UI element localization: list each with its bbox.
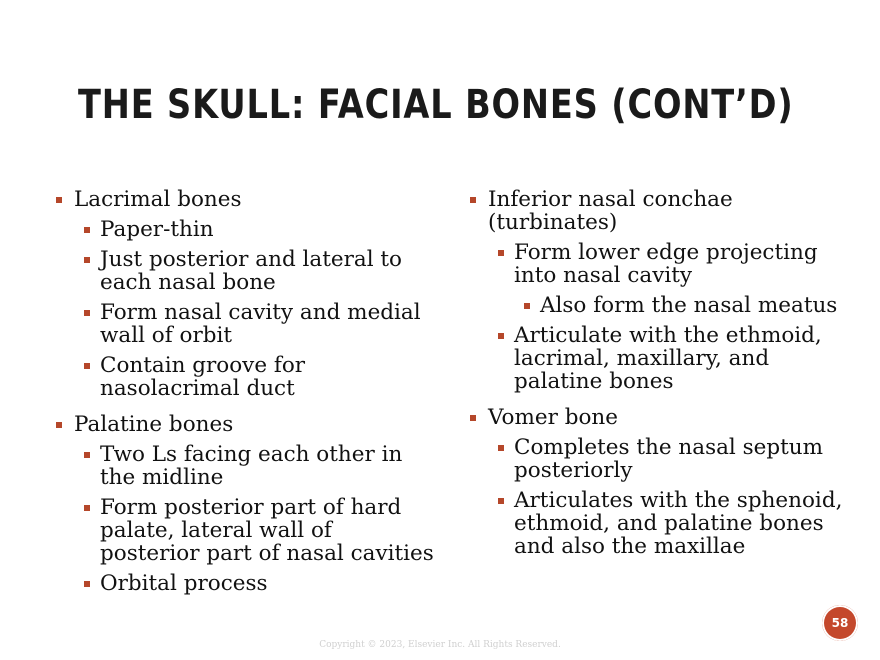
square-bullet-icon (498, 250, 504, 256)
square-bullet-icon (498, 498, 504, 504)
square-bullet-icon (470, 197, 476, 203)
sub-bullet: Just posterior and lateral to each nasal bone (56, 248, 436, 294)
square-bullet-icon (498, 445, 504, 451)
sub-bullet: Orbital process (56, 572, 436, 595)
sub-bullet: Form posterior part of hard palate, lateral wall of posterior part of nasal cavities (56, 496, 436, 565)
sub-bullet: Two Ls facing each other in the midline (56, 443, 436, 489)
right-column (470, 188, 860, 571)
square-bullet-icon (84, 581, 90, 587)
sub-bullet: Completes the nasal septum posteriorly (470, 436, 860, 482)
left-column (56, 188, 436, 608)
square-bullet-icon (498, 333, 504, 339)
sub-bullet: Contain groove for nasolacrimal duct (56, 354, 436, 400)
square-bullet-icon (84, 310, 90, 316)
square-bullet-icon (84, 257, 90, 263)
bullet-vomer-bone: Vomer bone Completes the nasal septum posteriorly Articulates with the sphenoid, ethmoid, and palatine bones and also the maxillae (470, 406, 860, 558)
sub-bullet: Form nasal cavity and medial wall of orbit (56, 301, 436, 347)
sub-bullet: Articulate with the ethmoid, lacrimal, maxillary, and palatine bones (470, 324, 860, 393)
sub-bullet: Form lower edge projecting into nasal cavity (470, 241, 860, 287)
bullet-lacrimal-bones: Lacrimal bones Paper-thin Just posterior and lateral to each nasal bone Form nasal cavity and medial wall of orbit Contain groove for nasolacrimal duct (56, 188, 436, 400)
sub-sub-bullet: Also form the nasal meatus (470, 294, 860, 317)
copyright-footer: Copyright © 2023, Elsevier Inc. All Rights Reserved. (319, 640, 561, 650)
square-bullet-icon (470, 415, 476, 421)
bullet-palatine-bones: Palatine bones Two Ls facing each other in the midline Form posterior part of hard palate, lateral wall of posterior part of nasal cavities Orbital process (56, 413, 436, 595)
square-bullet-icon (56, 422, 62, 428)
sub-bullet: Articulates with the sphenoid, ethmoid, and palatine bones and also the maxillae (470, 489, 860, 558)
sub-bullet: Paper-thin (56, 218, 436, 241)
square-bullet-icon (84, 452, 90, 458)
square-bullet-icon (84, 505, 90, 511)
square-bullet-icon (56, 197, 62, 203)
square-bullet-icon (84, 227, 90, 233)
slide-title: THE SKULL: FACIAL BONES (CONT’D) (78, 82, 794, 128)
bullet-inferior-nasal-conchae: Inferior nasal conchae (turbinates) Form lower edge projecting into nasal cavity Also form the nasal meatus Articulate with the ethmoid, lacrimal, maxillary, and palatine bones (470, 188, 860, 393)
square-bullet-icon (84, 363, 90, 369)
square-bullet-icon (524, 303, 530, 309)
page-number-badge: 58 (822, 605, 858, 641)
